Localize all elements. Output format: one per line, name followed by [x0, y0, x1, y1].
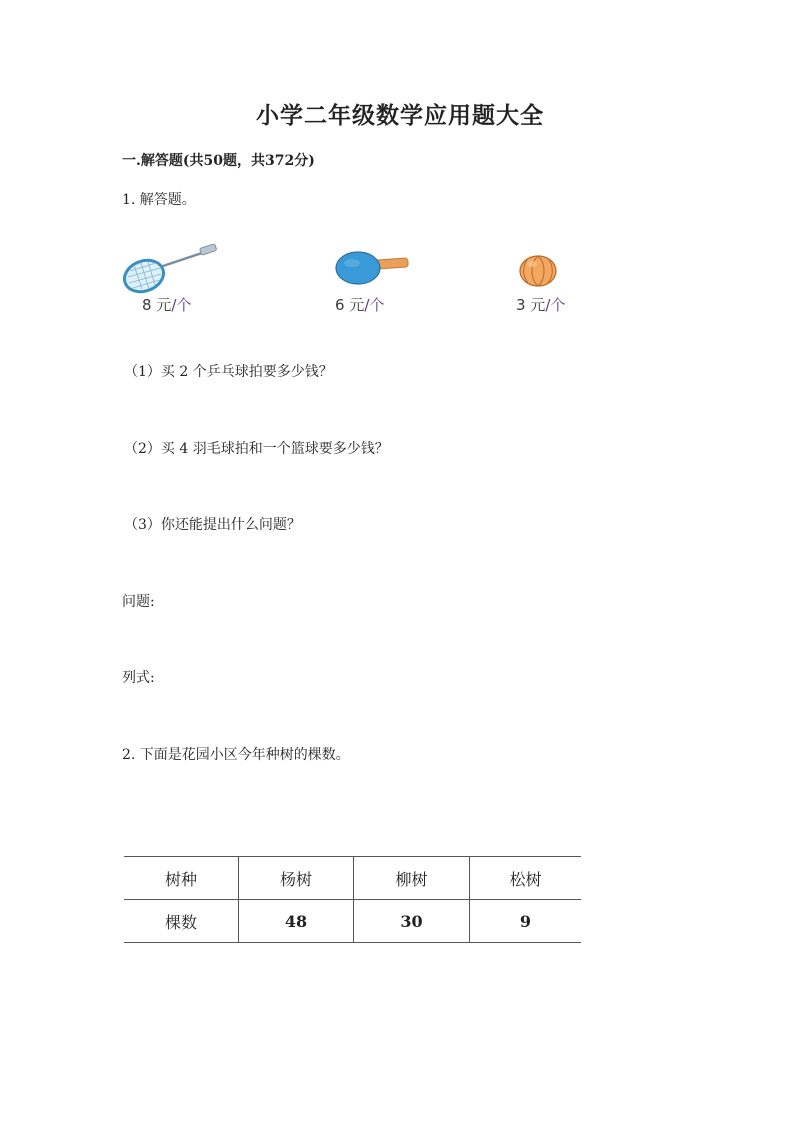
price-ping-pong [335, 294, 384, 315]
price-badminton [142, 294, 191, 315]
price-value: 8 元 [142, 296, 172, 314]
question-1-label: 1. 解答题。 [122, 192, 196, 208]
item-ping-pong [334, 248, 414, 292]
table-cell: 30 [354, 900, 470, 943]
question-2-label: 2. 下面是花园小区今年种树的棵数。 [122, 747, 350, 763]
sub-question-2: （2）买 4 羽毛球拍和一个篮球要多少钱？ [124, 441, 389, 457]
page-title: 小学二年级数学应用题大全 [256, 102, 544, 129]
basketball-icon [518, 253, 558, 289]
price-unit: /个 [364, 296, 385, 314]
price-unit: /个 [545, 296, 566, 314]
price-basketball [516, 294, 565, 315]
price-value: 6 元 [335, 296, 365, 314]
table-cell: 棵数 [124, 900, 239, 943]
item-basketball [518, 253, 558, 293]
table-header-row [124, 857, 581, 900]
table-row [124, 900, 581, 943]
table-cell: 48 [239, 900, 354, 943]
table-header-cell: 树种 [124, 857, 239, 900]
question-label: 问题: [122, 594, 155, 610]
ping-pong-paddle-icon [334, 248, 414, 288]
table-header-cell: 松树 [470, 857, 582, 900]
tree-count-table [124, 856, 581, 943]
price-unit: /个 [171, 296, 192, 314]
table-header-cell: 杨树 [239, 857, 354, 900]
price-value: 3 元 [516, 296, 546, 314]
table-cell: 9 [470, 900, 582, 943]
section-heading: 一.解答题(共50题，共372分) [122, 153, 315, 169]
sub-question-1: （1）买 2 个乒乓球拍要多少钱？ [124, 364, 333, 380]
formula-label: 列式: [122, 670, 155, 686]
sub-question-3: （3）你还能提出什么问题？ [124, 517, 301, 533]
table-header-cell: 柳树 [354, 857, 470, 900]
badminton-racket-icon [122, 243, 218, 299]
